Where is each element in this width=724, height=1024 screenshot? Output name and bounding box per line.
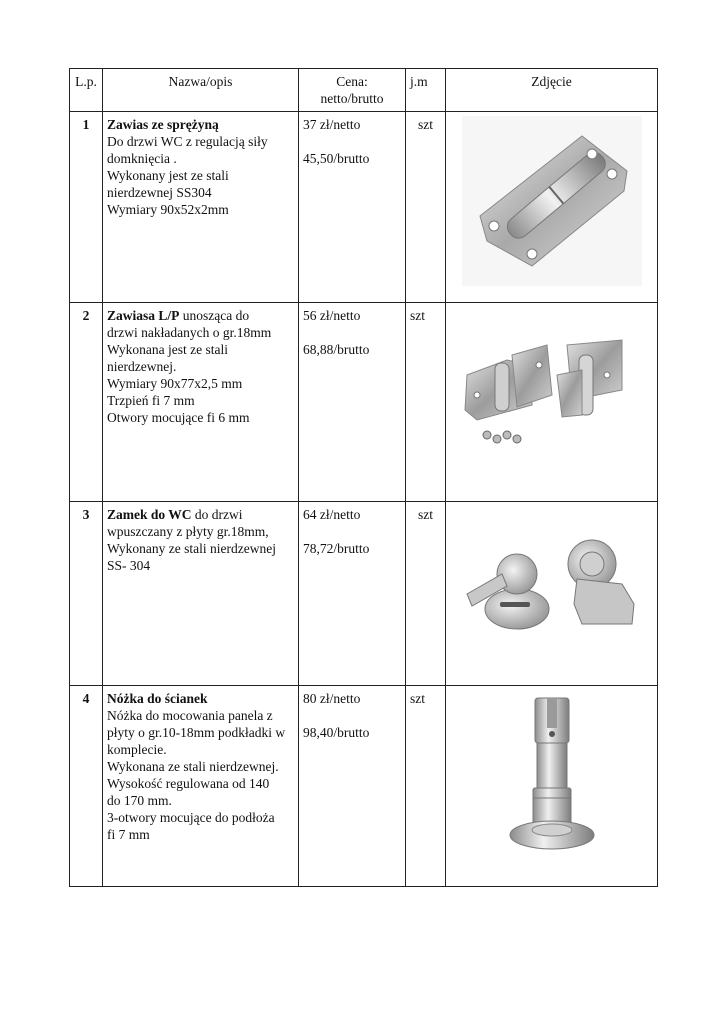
table-row [70, 112, 658, 303]
unit-cell: szt [406, 112, 446, 303]
product-description [103, 502, 299, 686]
table-header-row [70, 69, 658, 112]
row-number: 3 [70, 502, 103, 686]
unit-cell: szt [406, 303, 446, 502]
price-cell [299, 502, 406, 686]
desc-line: Wykonana jest ze stali [107, 342, 229, 357]
unit-cell: szt [406, 686, 446, 887]
price-cell [299, 303, 406, 502]
row-number: 1 [70, 112, 103, 303]
price-brutto: 45,50/brutto [303, 151, 370, 166]
product-description [103, 112, 299, 303]
price-netto: 56 zł/netto [303, 308, 361, 323]
header-lp: L.p. [70, 69, 103, 112]
product-name: Nóżka do ścianek [107, 691, 208, 706]
price-cell [299, 112, 406, 303]
table-row [70, 686, 658, 887]
desc-line: Nóżka do mocowania panela z [107, 708, 273, 723]
row-number: 2 [70, 303, 103, 502]
product-name-rest: unosząca do [179, 308, 250, 323]
desc-line: nierdzewnej SS304 [107, 185, 212, 200]
desc-line: wpuszczany z płyty gr.18mm, [107, 524, 269, 539]
table-row [70, 303, 658, 502]
product-name-rest: do drzwi [191, 507, 243, 522]
desc-line: nierdzewnej. [107, 359, 177, 374]
product-name: Zamek do WC [107, 507, 192, 522]
header-photo: Zdjęcie [446, 69, 658, 112]
photo-cell [446, 502, 658, 686]
header-price-line1: Cena: [336, 74, 368, 89]
photo-cell [446, 686, 658, 887]
price-table [69, 68, 658, 887]
photo-cell [446, 112, 658, 303]
wc-lock-photo [462, 534, 642, 644]
desc-line: Wymiary 90x52x2mm [107, 202, 229, 217]
row-number: 4 [70, 686, 103, 887]
price-netto: 80 zł/netto [303, 691, 361, 706]
price-cell [299, 686, 406, 887]
product-description [103, 686, 299, 887]
photo-cell [446, 303, 658, 502]
desc-line: Wysokość regulowana od 140 [107, 776, 270, 791]
desc-line: płyty o gr.10-18mm podkładki w [107, 725, 286, 740]
product-description [103, 303, 299, 502]
price-netto: 64 zł/netto [303, 507, 361, 522]
product-name: Zawiasa L/P [107, 308, 180, 323]
header-unit: j.m [406, 69, 446, 112]
lifting-hinge-photo [457, 335, 647, 465]
price-brutto: 68,88/brutto [303, 342, 370, 357]
desc-line: SS- 304 [107, 558, 151, 573]
desc-line: domknięcia . [107, 151, 177, 166]
desc-line: do 170 mm. [107, 793, 172, 808]
desc-line: Wykonana ze stali nierdzewnej. [107, 759, 279, 774]
desc-line: 3-otwory mocujące do podłoża [107, 810, 275, 825]
desc-line: Otwory mocujące fi 6 mm [107, 410, 250, 425]
price-netto: 37 zł/netto [303, 117, 361, 132]
header-name: Nazwa/opis [103, 69, 299, 112]
table-row [70, 502, 658, 686]
product-name: Zawias ze sprężyną [107, 117, 219, 132]
desc-line: fi 7 mm [107, 827, 150, 842]
price-brutto: 78,72/brutto [303, 541, 370, 556]
spring-hinge-photo [462, 116, 642, 286]
header-price-line2: netto/brutto [320, 91, 384, 106]
desc-line: komplecie. [107, 742, 167, 757]
header-price [299, 69, 406, 112]
desc-line: Wykonany ze stali nierdzewnej [107, 541, 276, 556]
desc-line: Wykonany jest ze stali [107, 168, 229, 183]
unit-cell: szt [406, 502, 446, 686]
panel-leg-photo [497, 690, 607, 860]
price-brutto: 98,40/brutto [303, 725, 370, 740]
desc-line: drzwi nakładanych o gr.18mm [107, 325, 272, 340]
desc-line: Trzpień fi 7 mm [107, 393, 195, 408]
desc-line: Do drzwi WC z regulacją siły [107, 134, 268, 149]
desc-line: Wymiary 90x77x2,5 mm [107, 376, 243, 391]
